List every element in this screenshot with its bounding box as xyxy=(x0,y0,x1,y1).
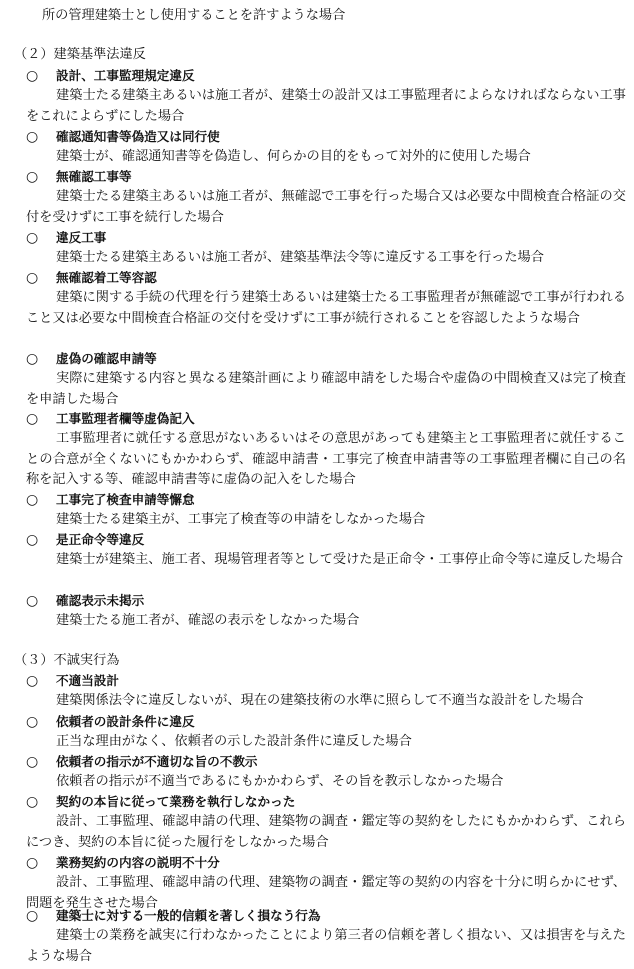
list-item xyxy=(26,127,630,168)
item-title: 確認通知書等偽造又は同行使 xyxy=(56,129,220,144)
list-item xyxy=(26,792,630,853)
item-description: 建築に関する手続の代理を行う建築士あるいは建築士たる工事監理者が無確認で工事が行われること又は必要な中間検査合格証の交付を受けずに工事が続行されることを容認したような場合 xyxy=(26,290,626,326)
intro-line: 所の管理建築士とし使用することを許すような場合 xyxy=(42,8,346,23)
circle-bullet-icon: ○ xyxy=(26,908,39,924)
circle-bullet-icon: ○ xyxy=(26,129,39,145)
circle-bullet-icon: ○ xyxy=(26,68,39,84)
item-title: 工事監理者欄等虚偽記入 xyxy=(56,411,195,426)
list-item xyxy=(26,490,630,531)
circle-bullet-icon: ○ xyxy=(26,230,39,246)
list-item xyxy=(26,66,630,127)
item-title: 工事完了検査申請等懈怠 xyxy=(56,492,195,507)
section-heading: （２）建築基準法違反 xyxy=(14,47,146,62)
list-item xyxy=(26,409,630,491)
list-item xyxy=(26,752,630,793)
item-description: 建築士が、確認通知書等を偽造し、何らかの目的をもって対外的に使用した場合 xyxy=(56,149,531,165)
circle-bullet-icon: ○ xyxy=(26,270,39,286)
item-title: 是正命令等違反 xyxy=(56,532,145,547)
item-title: 確認表示未掲示 xyxy=(56,593,145,608)
item-title: 依頼者の指示が不適切な旨の不教示 xyxy=(56,754,258,769)
item-description: 依頼者の指示が不適当であるにもかかわらず、その旨を教示しなかった場合 xyxy=(56,774,504,790)
list-item xyxy=(26,906,630,967)
item-description: 建築士たる建築主あるいは施工者が、建築基準法令等に違反する工事を行った場合 xyxy=(56,250,544,266)
circle-bullet-icon: ○ xyxy=(26,794,39,810)
item-description: 実際に建築する内容と異なる建築計画により確認申請をした場合や虚偽の中間検査又は完了検査を申請した場合 xyxy=(26,371,626,407)
item-description: 建築士たる建築主が、工事完了検査等の申請をしなかった場合 xyxy=(56,512,426,528)
circle-bullet-icon: ○ xyxy=(26,714,39,730)
item-title: 違反工事 xyxy=(56,230,107,245)
section-heading: （３）不誠実行為 xyxy=(14,653,120,668)
list-item xyxy=(26,530,630,571)
item-description: 建築士たる建築主あるいは施工者が、無確認で工事を行った場合又は必要な中間検査合格証の交付を受けずに工事を続行した場合 xyxy=(26,189,626,225)
item-title: 依頼者の設計条件に違反 xyxy=(56,714,195,729)
circle-bullet-icon: ○ xyxy=(26,532,39,548)
item-description: 建築士たる施工者が、確認の表示をしなかった場合 xyxy=(56,613,360,629)
item-description: 建築関係法令に違反しないが、現在の建築技術の水準に照らして不適当な設計をした場合 xyxy=(56,693,584,709)
circle-bullet-icon: ○ xyxy=(26,754,39,770)
item-description: 正当な理由がなく、依頼者の示した設計条件に違反した場合 xyxy=(56,734,412,750)
list-item xyxy=(26,349,630,410)
list-item xyxy=(26,228,630,269)
list-item xyxy=(26,268,630,329)
item-description: 建築士が建築主、施工者、現場管理者等として受けた是正命令・工事停止命令等に違反した場合 xyxy=(56,552,624,568)
item-title: 無確認工事等 xyxy=(56,169,132,184)
circle-bullet-icon: ○ xyxy=(26,351,39,367)
item-title: 虚偽の確認申請等 xyxy=(56,351,157,366)
circle-bullet-icon: ○ xyxy=(26,492,39,508)
item-title: 不適当設計 xyxy=(56,673,119,688)
circle-bullet-icon: ○ xyxy=(26,593,39,609)
list-item xyxy=(26,591,630,632)
item-title: 契約の本旨に従って業務を執行しなかった xyxy=(56,794,296,809)
item-title: 業務契約の内容の説明不十分 xyxy=(56,855,220,870)
circle-bullet-icon: ○ xyxy=(26,169,39,185)
item-description: 工事監理者に就任する意思がないあるいはその意思があっても建築主と工事監理者に就任することの合意が全くないにもかかわらず、確認申請書・工事完了検査申請書等の工事監理者欄に自己の名称を記入する等、確認申請書等に虚偽の記入をした場合 xyxy=(26,431,626,488)
item-description: 設計、工事監理、確認申請の代理、建築物の調査・鑑定等の契約の内容を十分に明らかにせず、問題を発生させた場合 xyxy=(26,875,626,911)
item-title: 無確認着工等容認 xyxy=(56,270,157,285)
item-title: 設計、工事監理規定違反 xyxy=(56,68,195,83)
item-description: 建築士の業務を誠実に行わなかったことにより第三者の信頼を著しく損ない、又は損害を与えたような場合 xyxy=(26,928,626,964)
circle-bullet-icon: ○ xyxy=(26,855,39,871)
item-description: 設計、工事監理、確認申請の代理、建築物の調査・鑑定等の契約をしたにもかかわらず、これらにつき、契約の本旨に従った履行をしなかった場合 xyxy=(26,814,626,850)
list-item xyxy=(26,671,630,712)
list-item xyxy=(26,712,630,753)
item-title: 建築士に対する一般的信頼を著しく損なう行為 xyxy=(56,908,321,923)
list-item xyxy=(26,167,630,228)
circle-bullet-icon: ○ xyxy=(26,411,39,427)
item-description: 建築士たる建築主あるいは施工者が、建築士の設計又は工事監理者によらなければならない工事をこれによらずにした場合 xyxy=(26,88,626,124)
circle-bullet-icon: ○ xyxy=(26,673,39,689)
